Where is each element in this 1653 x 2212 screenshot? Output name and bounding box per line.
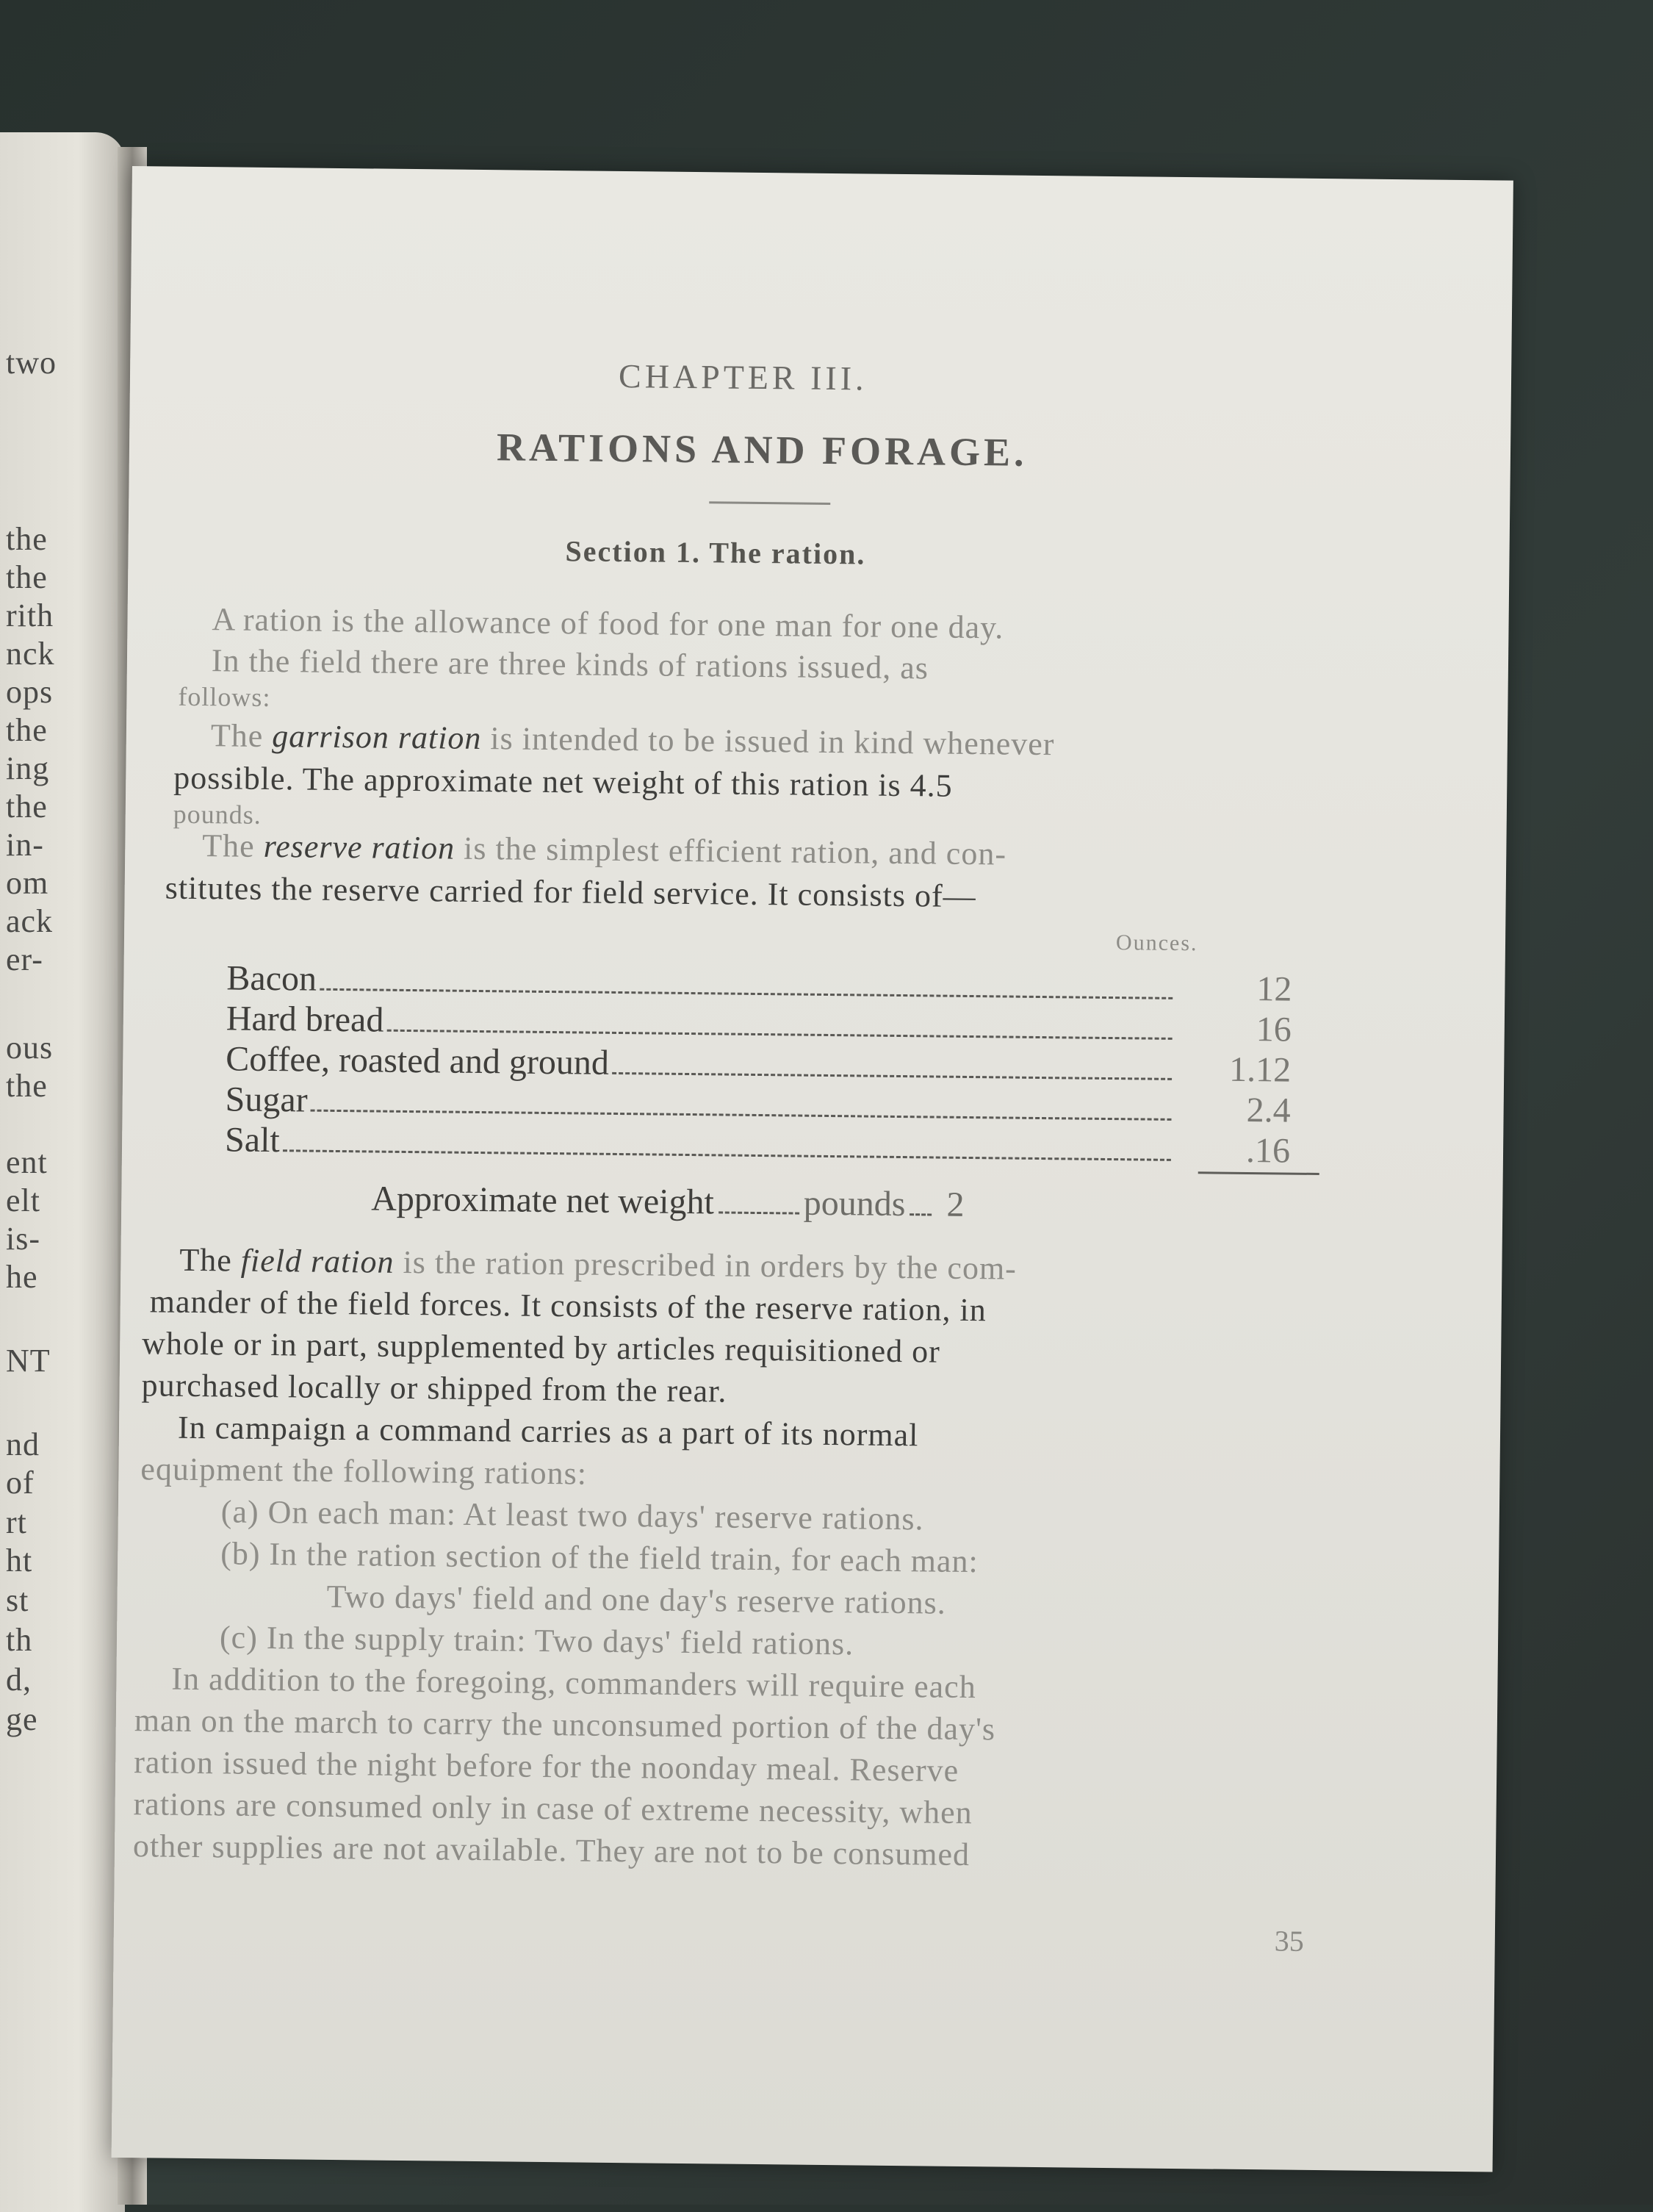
total-unit: pounds: [803, 1183, 906, 1224]
section-heading: Section 1. The ration.: [565, 534, 866, 571]
paragraph-line: other supplies are not available. They are not to be consumed: [132, 1828, 970, 1873]
paragraph-line: [202, 827, 1006, 872]
paragraph-line: possible. The approximate net weight of this ration is 4.5: [173, 759, 953, 804]
page-title: RATIONS AND FORAGE.: [496, 425, 1028, 475]
left-page-fragment: he: [6, 1259, 38, 1295]
paragraph-text: The: [202, 827, 255, 864]
left-page-fragment: two: [6, 345, 57, 381]
leader-dots: [283, 1149, 1171, 1161]
left-page-fragment: the: [6, 559, 48, 595]
paragraph-line: ration issued the night before for the noonday meal. Reserve: [134, 1744, 959, 1789]
left-page-fragment: rt: [6, 1504, 27, 1540]
total-rule: [1198, 1171, 1319, 1175]
ration-item-label: Salt: [224, 1120, 281, 1160]
paragraph-line: man on the march to carry the unconsumed portion of the day's: [134, 1702, 996, 1748]
left-page-fragment: ent: [6, 1144, 48, 1180]
paragraph-line: stitutes the reserve carried for field service. It consists of—: [165, 869, 976, 915]
left-page-fragment: th: [6, 1622, 33, 1658]
left-page-fragment: the: [6, 789, 48, 825]
total-value: 2: [946, 1185, 965, 1224]
leader-dots: [719, 1211, 799, 1214]
left-page-fragment: the: [6, 1068, 48, 1104]
ration-item-label: Sugar: [225, 1080, 308, 1120]
paragraph-line: [179, 1241, 1017, 1288]
paragraph-text: The: [210, 717, 264, 754]
leader-dots: [386, 1030, 1172, 1040]
ration-item-value: .16: [1245, 1130, 1291, 1171]
left-page-fragment: om: [6, 865, 49, 901]
left-page-fragment: ops: [6, 674, 54, 710]
left-page-fragment: ous: [6, 1030, 54, 1066]
leader-dots: [320, 988, 1173, 999]
paragraph-line: equipment the following rations:: [140, 1451, 588, 1492]
ration-item-value: 12: [1256, 969, 1292, 1009]
total-row: [371, 1178, 965, 1224]
paragraph-line: follows:: [178, 681, 271, 713]
ration-item-value: 1.12: [1228, 1049, 1292, 1090]
total-label: Approximate net weight: [371, 1179, 715, 1222]
left-page-fragment: NT: [6, 1343, 51, 1379]
term-reserve-ration: reserve ration: [263, 827, 455, 866]
paragraph-text: is intended to be issued in kind whenever: [490, 720, 1055, 763]
left-page-fragment: er-: [6, 941, 43, 977]
left-page-fragment: of: [6, 1465, 35, 1501]
left-page-fragment: the: [6, 712, 48, 748]
left-page-fragment: ing: [6, 750, 50, 786]
left-page-fragment: rith: [6, 597, 54, 633]
paragraph-text: is the simplest efficient ration, and con-: [463, 830, 1007, 872]
page-number: 35: [1274, 1924, 1305, 1958]
leader-dots: [311, 1110, 1172, 1121]
left-page-fragment: nd: [6, 1426, 40, 1462]
paragraph-text: is the ration prescribed in orders by the com-: [403, 1243, 1018, 1287]
left-page-fragment: nck: [6, 636, 55, 672]
paragraph-line: In addition to the foregoing, commanders will require each: [171, 1660, 976, 1706]
left-page-fragment: is-: [6, 1221, 40, 1257]
paragraph-line: purchased locally or shipped from the rear.: [141, 1367, 727, 1410]
chapter-heading: CHAPTER III.: [618, 356, 868, 398]
leader-dots: [910, 1213, 932, 1215]
list-item-a: (a) On each man: At least two days' reserve rations.: [220, 1493, 924, 1537]
paragraph-line: pounds.: [173, 799, 262, 830]
left-page-fragment: in-: [6, 827, 44, 863]
left-page-fragment: the: [6, 521, 48, 557]
paragraph-text: The: [179, 1241, 233, 1279]
term-garrison-ration: garrison ration: [272, 718, 482, 757]
paragraph-line: mander of the field forces. It consists of the reserve ration, in: [149, 1283, 987, 1329]
units-header: Ounces.: [1115, 930, 1198, 956]
title-rule: [709, 501, 830, 505]
left-page-fragment: ack: [6, 903, 54, 939]
paragraph-line: A ration is the allowance of food for one man for one day.: [212, 601, 1004, 646]
paragraph-line: whole or in part, supplemented by articles requisitioned or: [141, 1325, 941, 1370]
ration-item-label: Hard bread: [226, 999, 384, 1040]
ration-item-label: Coffee, roasted and ground: [226, 1039, 610, 1082]
paragraph-line: rations are consumed only in case of extreme necessity, when: [133, 1786, 973, 1831]
ration-item-label: Bacon: [226, 958, 317, 999]
left-page-fragment: d,: [6, 1662, 32, 1698]
ration-item-value: 2.4: [1246, 1090, 1291, 1130]
left-page-fragment: ht: [6, 1543, 33, 1579]
left-page-fragment: st: [6, 1582, 29, 1618]
paragraph-line: In campaign a command carries as a part of its normal: [177, 1409, 919, 1454]
list-item-c: (c) In the supply train: Two days' field rations.: [219, 1619, 854, 1662]
list-item-b: (b) In the ration section of the field train, for each man:: [220, 1535, 979, 1580]
left-page: [0, 132, 125, 2212]
paragraph-line: In the field there are three kinds of rations issued, as: [211, 642, 929, 686]
ration-item-value: 16: [1256, 1010, 1292, 1049]
left-page-fragment: elt: [6, 1182, 40, 1218]
leader-dots: [612, 1072, 1172, 1080]
term-field-ration: field ration: [240, 1242, 395, 1280]
list-item-b-continued: Two days' field and one day's reserve rations.: [326, 1578, 947, 1621]
paragraph-line: [211, 717, 1055, 763]
left-page-fragment: ge: [6, 1701, 38, 1737]
right-page: [112, 166, 1513, 2172]
